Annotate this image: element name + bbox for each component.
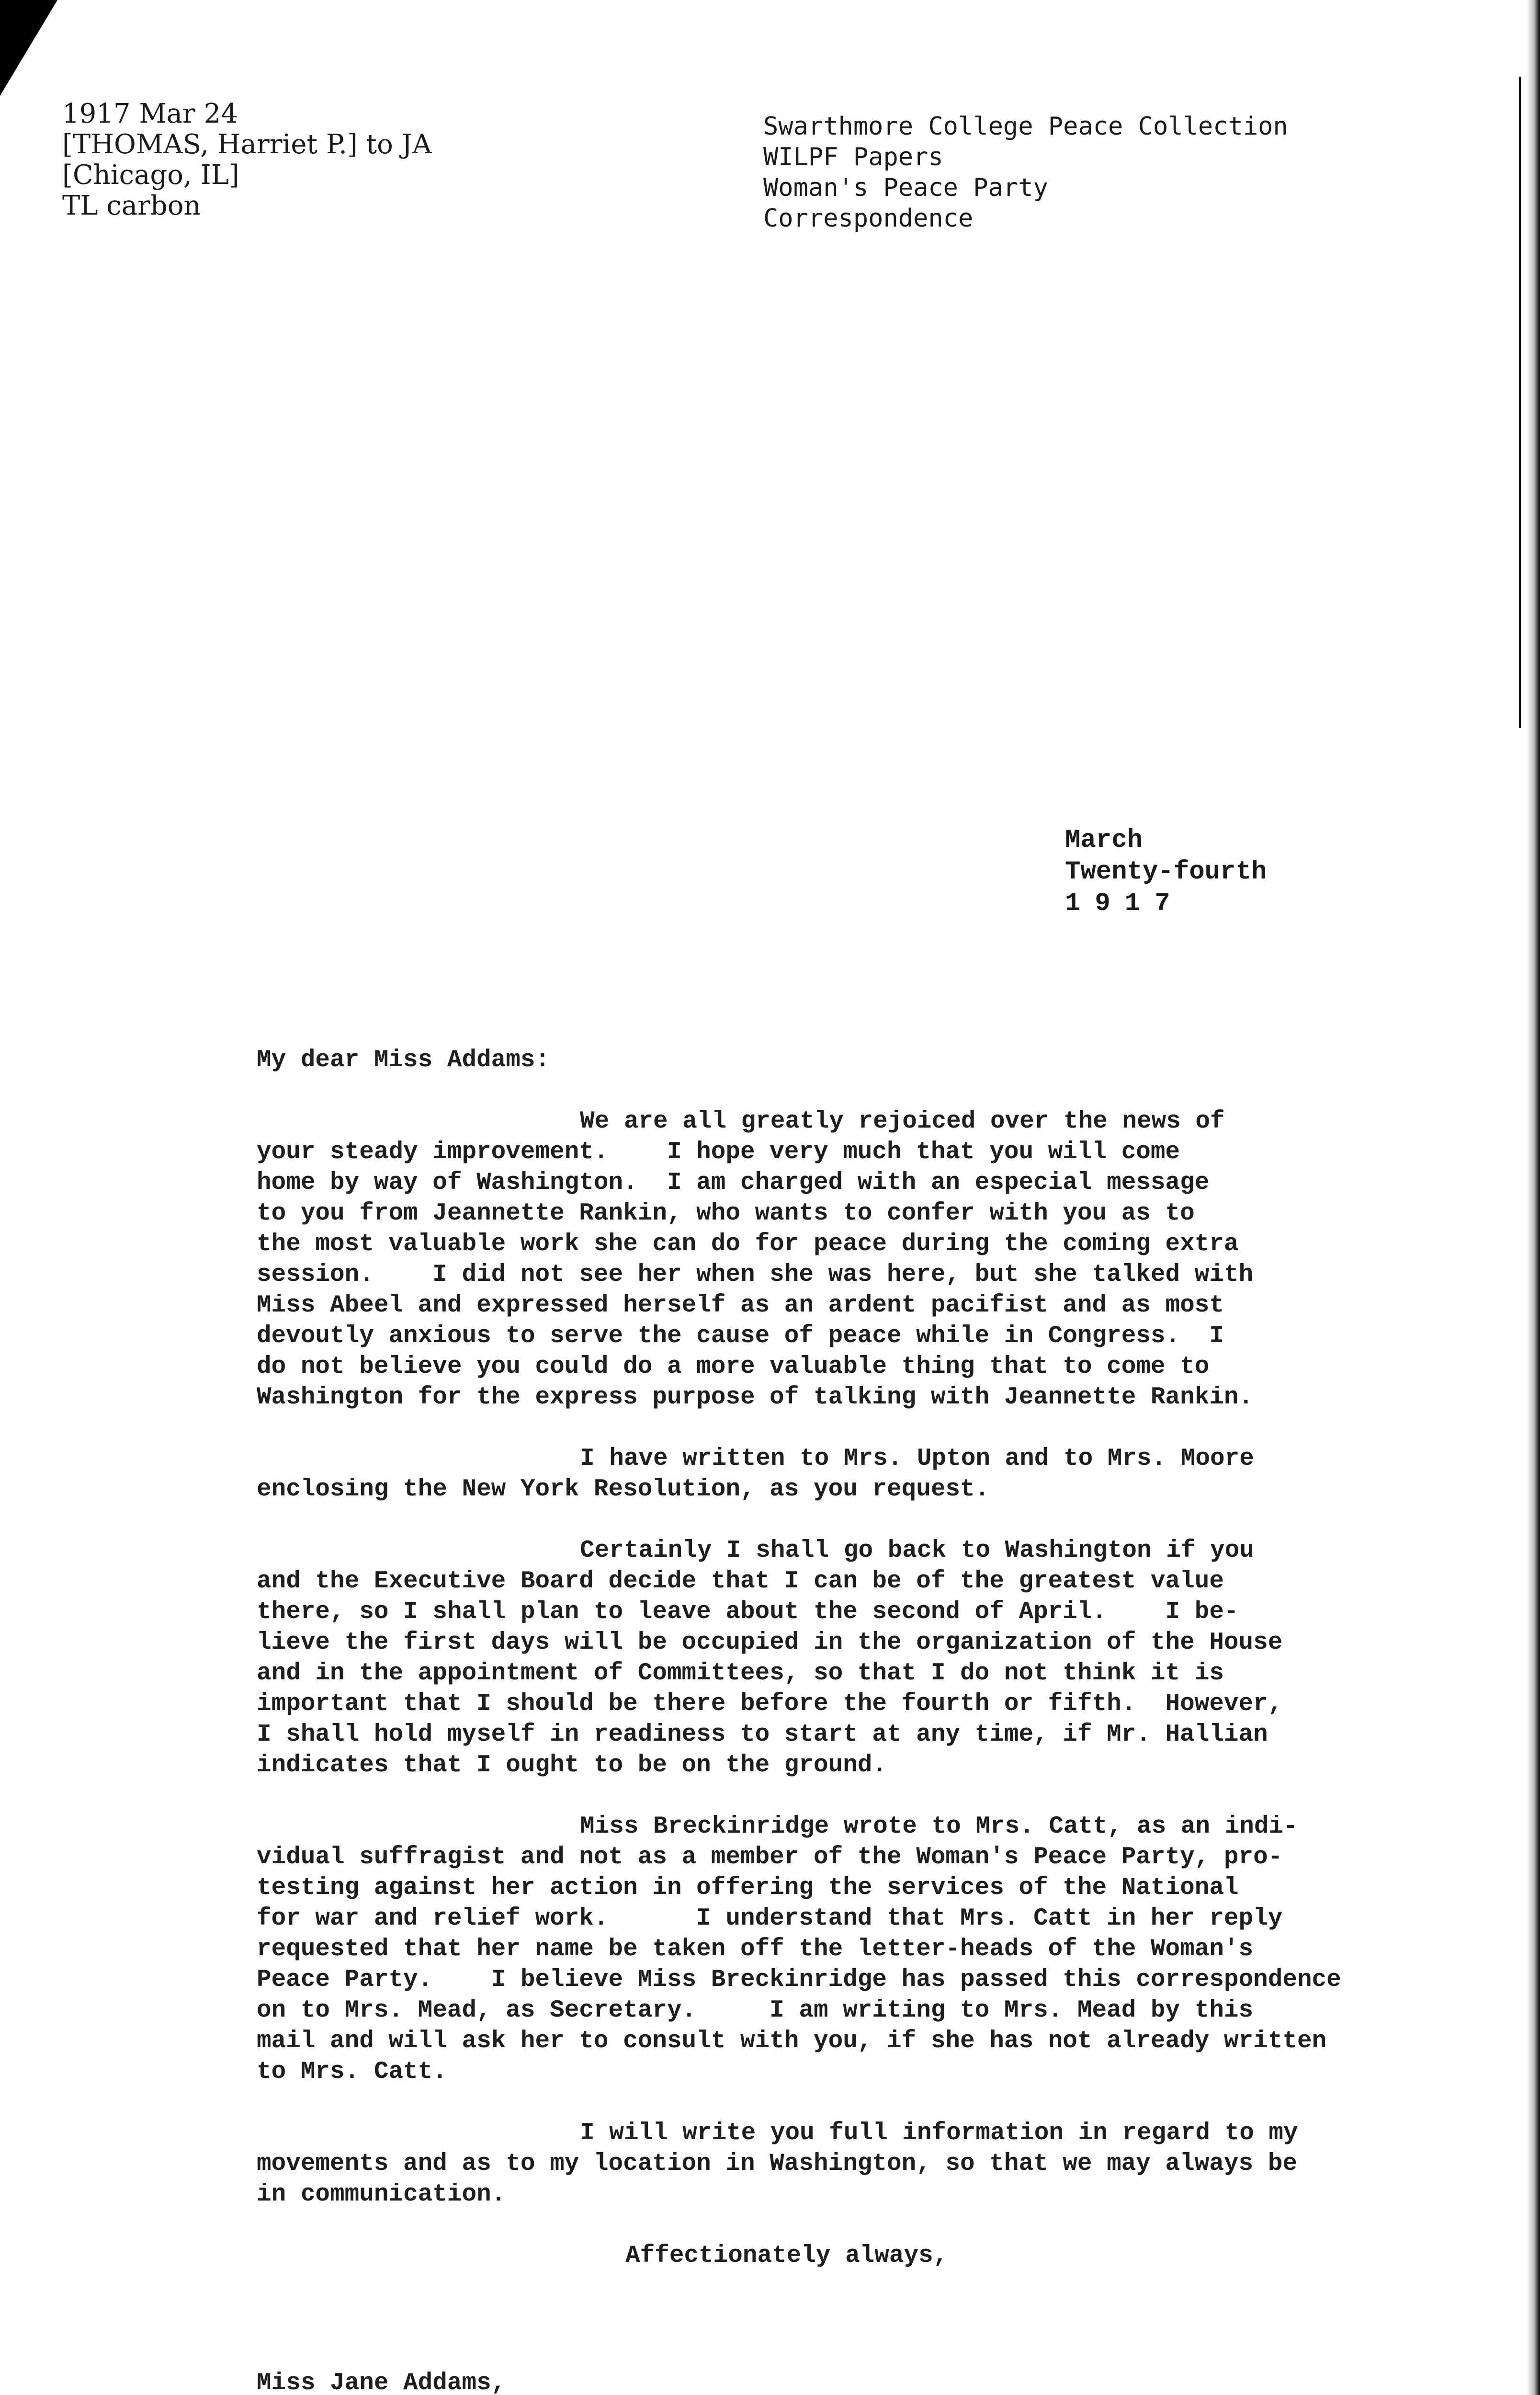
collection-line: Woman's Peace Party: [763, 173, 1048, 202]
body-line: your steady improvement. I hope very much that you will come: [257, 1139, 1180, 1166]
body-line: do not believe you could do a more valuable thing that to come to: [257, 1353, 1210, 1380]
body-line: I shall hold myself in readiness to start at any time, if Mr. Hallian: [257, 1721, 1268, 1748]
body-line: Miss Breckinridge wrote to Mrs. Catt, as an indi-: [580, 1813, 1298, 1840]
body-line: session. I did not see her when she was here, but she talked with: [257, 1261, 1254, 1289]
body-line: devoutly anxious to serve the cause of peace while in Congress. I: [257, 1323, 1224, 1350]
body-line: important that I should be there before the fourth or fifth. However,: [257, 1690, 1283, 1718]
page-corner-shadow: [0, 0, 57, 96]
body-line: testing against her action in offering the services of the National: [257, 1874, 1239, 1902]
body-line: Miss Abeel and expressed herself as an ardent pacifist and as most: [257, 1292, 1224, 1319]
body-line: to you from Jeannette Rankin, who wants to confer with you as to: [257, 1200, 1195, 1227]
body-line: Peace Party. I believe Miss Breckinridge has passed this correspondence: [257, 1966, 1341, 1994]
date-month: March: [1065, 826, 1143, 855]
collection-note: [763, 111, 1288, 234]
body-line: I will write you full information in regard to my: [580, 2120, 1298, 2147]
body-line: Certainly I shall go back to Washington if you: [580, 1537, 1254, 1564]
body-line: vidual suffragist and not as a member of the Woman's Peace Party, pro-: [257, 1844, 1283, 1871]
body-line: home by way of Washington. I am charged with an especial message: [257, 1169, 1210, 1197]
body-line: indicates that I ought to be on the ground.: [257, 1752, 887, 1779]
body-line: lieve the first days will be occupied in the organization of the House: [257, 1629, 1283, 1656]
collection-line: Correspondence: [763, 204, 974, 233]
body-line: enclosing the New York Resolution, as you request.: [257, 1476, 990, 1503]
closing: Affectionately always,: [625, 2242, 948, 2270]
catalog-line: 1917 Mar 24: [62, 98, 238, 129]
body-line: movements and as to my location in Washington, so that we may always be: [257, 2150, 1297, 2178]
body-line: mail and will ask her to consult with you, if she has not already written: [257, 2028, 1327, 2055]
catalog-note: [62, 99, 432, 221]
scan-edge-line: [1519, 77, 1521, 728]
body-line: and the Executive Board decide that I can be of the greatest value: [257, 1568, 1224, 1595]
body-line: Washington for the express purpose of talking with Jeannette Rankin.: [257, 1384, 1254, 1411]
body-line: there, so I shall plan to leave about the second of April. I be-: [257, 1598, 1239, 1626]
body-line: I have written to Mrs. Upton and to Mrs. Moore: [580, 1445, 1254, 1472]
date-day: Twenty-fourth: [1065, 857, 1267, 887]
date-year: 1917: [1065, 889, 1185, 918]
letter-date: [1065, 825, 1267, 920]
body-line: to Mrs. Catt.: [257, 2058, 447, 2086]
body-line: for war and relief work. I understand that Mrs. Catt in her reply: [257, 1905, 1283, 1932]
catalog-line: [Chicago, IL]: [62, 160, 239, 191]
collection-line: WILPF Papers: [763, 143, 943, 171]
scan-edge-shadow: [1527, 0, 1540, 2395]
recipient-address: [257, 2362, 506, 2395]
salutation: My dear Miss Addams:: [257, 1047, 550, 1074]
catalog-line: TL carbon: [62, 190, 201, 221]
body-line: in communication.: [257, 2181, 506, 2208]
body-line: on to Mrs. Mead, as Secretary. I am writing to Mrs. Mead by this: [257, 1997, 1254, 2024]
recipient-line: Miss Jane Addams,: [257, 2370, 506, 2395]
collection-line: Swarthmore College Peace Collection: [763, 112, 1288, 141]
body-line: and in the appointment of Committees, so that I do not think it is: [257, 1660, 1224, 1687]
body-line: requested that her name be taken off the letter-heads of the Woman's: [257, 1936, 1254, 1963]
body-line: the most valuable work she can do for peace during the coming extra: [257, 1231, 1239, 1258]
body-line: We are all greatly rejoiced over the news of: [580, 1108, 1225, 1135]
letter-body: [257, 1045, 1341, 2271]
catalog-line: [THOMAS, Harriet P.] to JA: [62, 129, 432, 160]
